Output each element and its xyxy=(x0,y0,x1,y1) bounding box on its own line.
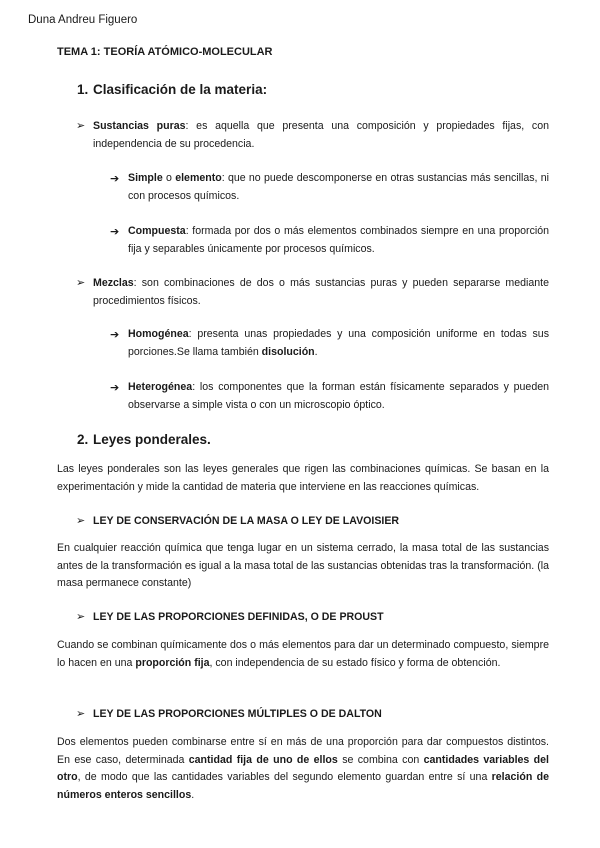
bullet-icon: ➢ xyxy=(76,120,86,132)
bullet-icon: ➢ xyxy=(76,708,86,720)
section-2-number: 2. xyxy=(77,432,89,447)
term-relacion-numeros: relación de números enteros sencillos xyxy=(57,771,549,801)
section-1-heading xyxy=(77,82,267,97)
term-sustancias-puras: Sustancias puras xyxy=(93,120,186,132)
bullet-icon: ➢ xyxy=(76,515,86,527)
term-mezclas: Mezclas xyxy=(93,277,134,289)
arrow-icon: ➔ xyxy=(110,329,120,341)
lavoisier-heading: LEY DE CONSERVACIÓN DE LA MASA O LEY DE LAVOISIER xyxy=(93,515,400,527)
term-proporcion-fija: proporción fija xyxy=(135,656,210,669)
sustancias-puras-paragraph: Sustancias puras: es aquella que presenta una composición y propiedades fijas, con independencia de su procedencia. xyxy=(93,120,549,150)
section-1-title: Clasificación de la materia: xyxy=(93,82,268,97)
term-homogenea: Homogénea xyxy=(128,328,189,340)
heterogenea-paragraph: Heterogénea: los componentes que la forman están físicamente separados y pueden observarse a simple vista o con un microscopio óptico. xyxy=(128,381,549,411)
arrow-icon: ➔ xyxy=(110,382,120,394)
arrow-icon: ➔ xyxy=(110,226,120,238)
mezclas-paragraph: Mezclas: son combinaciones de dos o más sustancias puras y pueden separarse mediante procedimientos físicos. xyxy=(93,277,549,307)
term-compuesta: Compuesta xyxy=(128,225,186,237)
dalton-paragraph: Dos elementos pueden combinarse entre sí en más de una proporción para dar compuestos distintos. En ese caso, determinada cantidad fija de uno de ellos se combina con cantidades variables del otro, de modo que las cantidades variables del segundo elemento guardan entre sí una relación de números enteros sencillos. xyxy=(57,736,549,801)
section-1-number: 1. xyxy=(77,82,89,97)
bullet-icon: ➢ xyxy=(76,611,86,623)
dalton-heading: LEY DE LAS PROPORCIONES MÚLTIPLES O DE DALTON xyxy=(93,708,382,720)
arrow-icon: ➔ xyxy=(110,173,120,185)
term-elemento: elemento xyxy=(175,172,222,184)
bullet-icon: ➢ xyxy=(76,277,86,289)
document-title: TEMA 1: TEORÍA ATÓMICO-MOLECULAR xyxy=(57,46,273,58)
term-cantidad-fija: cantidad fija de uno de ellos xyxy=(188,753,338,766)
term-cantidades-variables: cantidades variables del otro xyxy=(57,753,549,783)
author-name: Duna Andreu Figuero xyxy=(28,14,138,26)
section-2-heading xyxy=(77,432,211,447)
lavoisier-paragraph: En cualquier reacción química que tenga lugar en un sistema cerrado, la masa total de las sustancias antes de la transformación es igual a la masa total de las sustancias obtenidas tras la transformación. (la masa permanece constante) xyxy=(57,542,549,589)
proust-paragraph: Cuando se combinan químicamente dos o más elementos para dar un determinado compuesto, siempre lo hacen en una proporción fija, con independencia de su estado físico y forma de obtención. xyxy=(57,639,549,669)
section-2-title: Leyes ponderales. xyxy=(93,432,211,447)
leyes-intro-paragraph: Las leyes ponderales son las leyes generales que rigen las combinaciones químicas. Se basan en la experimentación y mide la cantidad de materia que interviene en las reacciones químicas. xyxy=(57,463,549,493)
term-simple: Simple xyxy=(128,172,163,184)
simple-paragraph: Simple o elemento: que no puede descomponerse en otras sustancias más sencillas, ni con procesos químicos. xyxy=(128,172,550,202)
proust-heading: LEY DE LAS PROPORCIONES DEFINIDAS, O DE PROUST xyxy=(93,611,384,623)
compuesta-paragraph: Compuesta: formada por dos o más elementos combinados siempre en una proporción fija y separables únicamente por procesos químicos. xyxy=(128,225,549,255)
term-heterogenea: Heterogénea xyxy=(128,381,193,393)
term-disolucion: disolución xyxy=(261,345,315,358)
homogenea-paragraph: Homogénea: presenta unas propiedades y una composición uniforme en todas sus porciones.Se llama también disolución. xyxy=(128,328,549,358)
